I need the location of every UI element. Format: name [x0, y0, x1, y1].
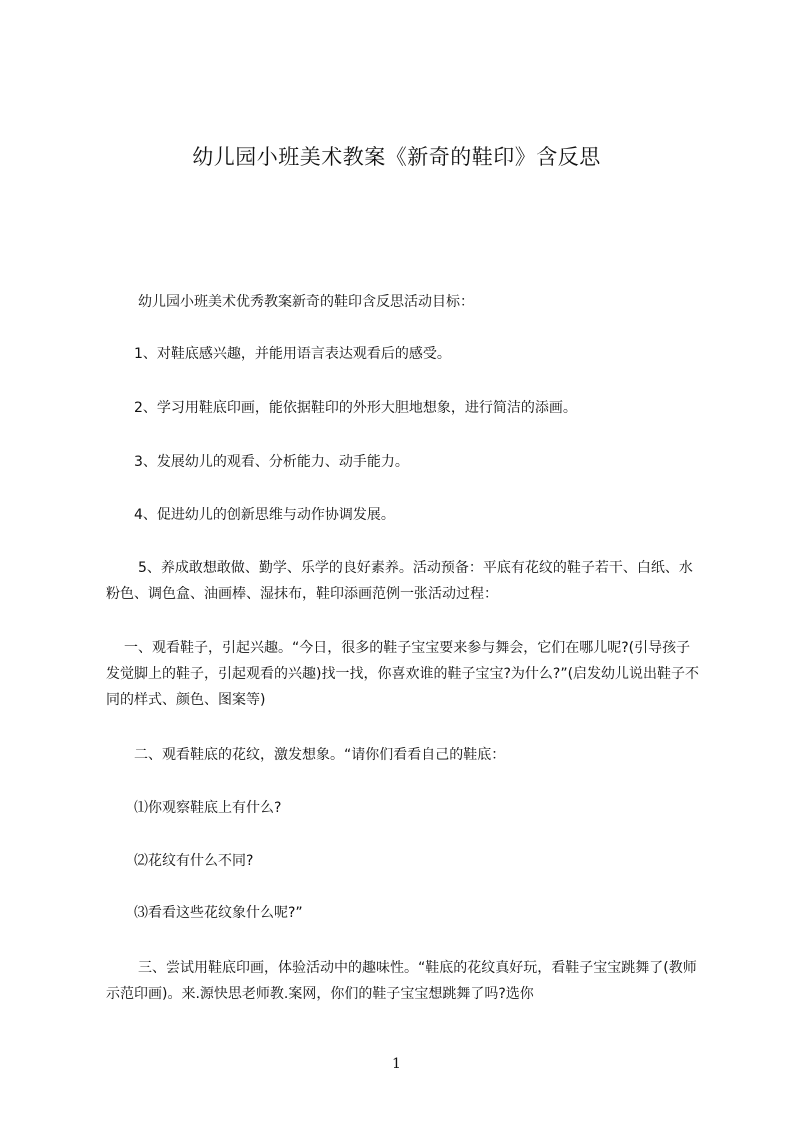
- paragraph-step-1: 一、观看鞋子，引起兴趣。“今日，很多的鞋子宝宝要来参与舞会，它们在哪儿呢?(引导孩子发觉脚上的鞋子，引起观看的兴趣)找一找，你喜欢谁的鞋子宝宝?为什么?”(启发幼儿说出鞋子不同的样式、颜色、图案等): [106, 640, 700, 708]
- paragraph-goal-2: 2、学习用鞋底印画，能依据鞋印的外形大胆地想象，进行简洁的添画。: [134, 400, 577, 416]
- paragraph-goal-3: 3、发展幼儿的观看、分析能力、动手能力。: [134, 454, 409, 470]
- page-number: 1: [392, 1056, 401, 1072]
- paragraph-step-3: 三、尝试用鞋底印画，体验活动中的趣味性。“鞋底的花纹真好玩，看鞋子宝宝跳舞了(教师示范印画)。来.源快思老师教.案网，你们的鞋子宝宝想跳舞了吗?选你: [106, 960, 697, 1002]
- paragraph-question-1: ⑴你观察鞋底上有什么?: [134, 800, 282, 816]
- document-title: 幼儿园小班美术教案《新奇的鞋印》含反思: [192, 145, 601, 169]
- paragraph-goal-1: 1、对鞋底感兴趣，并能用语言表达观看后的感受。: [134, 346, 451, 362]
- paragraph-step-2: 二、观看鞋底的花纹，激发想象。“请你们看看自己的鞋底：: [134, 747, 506, 763]
- paragraph-question-2: ⑵花纹有什么不同?: [134, 853, 254, 869]
- paragraph-goal-4: 4、促进幼儿的创新思维与动作协调发展。: [134, 507, 395, 523]
- paragraph-intro: 幼儿园小班美术优秀教案新奇的鞋印含反思活动目标：: [138, 294, 474, 310]
- paragraph-question-3: ⑶看看这些花纹象什么呢?”: [134, 905, 303, 921]
- paragraph-goal-5-preparation: 5、养成敢想敢做、勤学、乐学的良好素养。活动预备：平底有花纹的鞋子若干、白纸、水粉色、调色盒、油画棒、湿抹布，鞋印添画范例一张活动过程：: [106, 560, 693, 602]
